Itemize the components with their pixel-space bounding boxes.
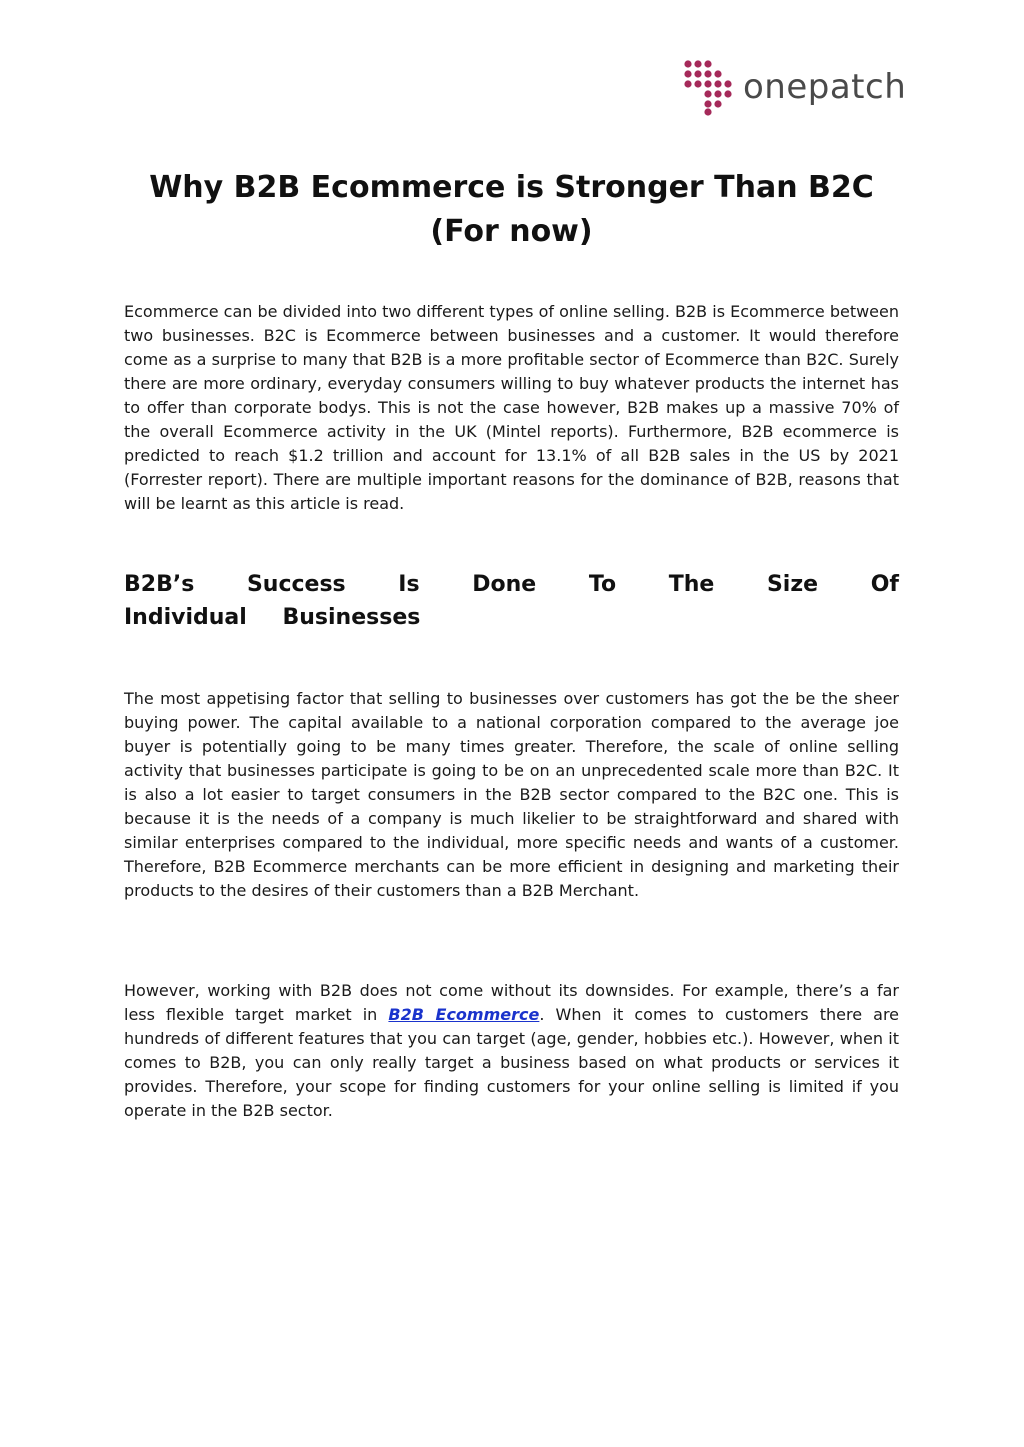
onepatch-logo [684, 60, 907, 116]
document-title: Why B2B Ecommerce is Stronger Than B2C (For now) [149, 170, 874, 249]
logo-text: onepatch [743, 67, 907, 107]
section-paragraph: The most appetising factor that selling to businesses over customers has got the be the sheer buying power. The capital available to a national corporation compared to the average joe buyer is potentially going to be many times greater. Therefore, the scale of online selling activity that businesses participate is going to be on an unprecedented scale more than B2C. It is also a lot easier to target consumers in the B2B sector compared to the B2C one. This is because it is the needs of a company is much likelier to be straightforward and shared with similar enterprises compared to the individual, more specific needs and wants of a customer. Therefore, B2B Ecommerce merchants can be more efficient in designing and marketing their products to the desires of their customers than a B2B Merchant. [124, 689, 899, 900]
downsides-text-after: . When it comes to customers there are hundreds of different features that you can target (age, gender, hobbies etc.). However, when it comes to B2B, you can only really target a business based on what products or services it provides. Therefore, your scope for finding customers for your online selling is limited if you operate in the B2B sector. [124, 1005, 900, 1120]
downsides-text-before: However, working with B2B does not come without its downsides. For example, there’s a far less flexible target market in [124, 981, 899, 1024]
b2b-ecommerce-link[interactable]: B2B Ecommerce [388, 1005, 540, 1024]
intro-paragraph: Ecommerce can be divided into two different types of online selling. B2B is Ecommerce between two businesses. B2C is Ecommerce between businesses and a customer. It would therefore come as a surprise to many that B2B is a more profitable sector of Ecommerce than B2C. Surely there are more ordinary, everyday consumers willing to buy whatever products the internet has to offer than corporate bodys. This is not the case however, B2B makes up a massive 70% of the overall Ecommerce activity in the UK (Mintel reports). Furthermore, B2B ecommerce is predicted to reach $1.2 trillion and account for 13.1% of all B2B sales in the US by 2021 (Forrester report). There are multiple important reasons for the dominance of B2B, reasons that will be learnt as this article is read. [124, 302, 899, 513]
section-heading: B2B’s Success Is Done To The Size Of Individual Businesses [124, 572, 899, 630]
downsides-paragraph [124, 979, 899, 1123]
dot-grid-icon [684, 60, 740, 116]
